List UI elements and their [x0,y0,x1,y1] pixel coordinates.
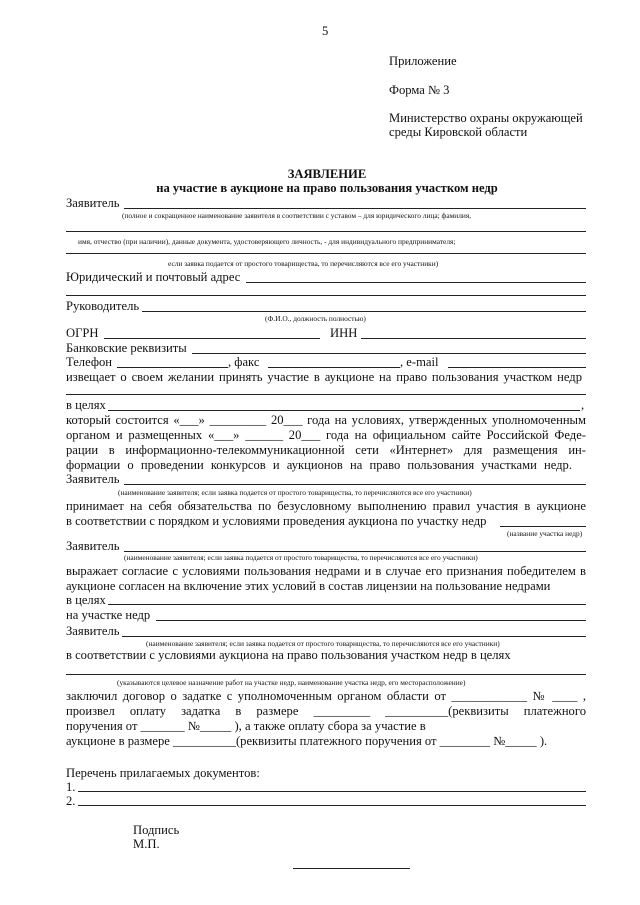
applicant-name-line [124,208,586,209]
notice-paragraph-3: рации в информационно-телекоммуникационной сети «Интернет» для размещения ин- [66,443,586,457]
deposit-applicant-label: Заявитель [66,624,120,638]
deposit-line-3: произвел оплату задатка в размере _________ __________(реквизиты платежного [66,704,586,718]
documents-item-1: 1. [66,780,76,794]
applicant-line-3 [66,253,586,254]
address-line [246,282,586,283]
consent-line-1: выражает согласие с условиями пользования недрами и в случае его признания победителем в [66,564,586,578]
ministry-line-2: среды Кировской области [389,125,528,139]
deposit-line-4: поручения от _______ №_____ ), а также оплату сбора за участие в [66,719,426,733]
deposit-line-1: в соответствии с условиями аукциона на право пользования участком недр в целях [66,648,511,662]
deposit-line-5: аукционе в размере __________(реквизиты платежного поручения от ________ №_____ ). [66,734,548,748]
ministry-line-1: Министерство охраны окружающей [389,111,583,125]
ogrn-line [104,338,320,339]
commitment-applicant-line [124,484,586,485]
notice-paragraph-1: который состоится «___» _________ 20___ года на условиях, утвержденных уполномоченным [66,413,586,427]
deposit-applicant-line [122,636,586,637]
form-number: Форма № 3 [389,83,450,97]
ogrn-label: ОГРН [66,326,99,340]
deposit-hint: (наименование заявителя; если заявка подается от простого товарищества, то перечисляются все его участники) [146,639,500,648]
seal-label: М.П. [133,837,160,851]
deposit-hint-2: (указываются целевое назначение работ на участке недр, наименование участка недр, его месторасположение) [117,678,466,687]
inn-line [361,338,586,339]
head-label: Руководитель [66,299,140,313]
commitment-line-2: в соответствии с порядком и условиями проведения аукциона по участку недр [66,514,487,528]
notice-blank-line [66,394,586,395]
page-number: 5 [322,24,329,38]
notice-paragraph-2: органом и размещенных «___» ______ 20___ года на официальном сайте Российской Феде- [66,428,586,442]
inn-label: ИНН [330,326,358,340]
head-line [142,311,586,312]
purpose-label: в целях [66,398,106,412]
address-label: Юридический и почтовый адрес [66,270,241,284]
consent-hint: (наименование заявителя; если заявка подается от простого товарищества, то перечисляются все его участники) [124,553,478,562]
documents-title: Перечень прилагаемых документов: [66,766,260,780]
documents-item-2-line [78,805,586,806]
plot-name-hint: (название участка недр) [507,529,583,538]
documents-item-1-line [78,791,586,792]
commitment-applicant-label: Заявитель [66,472,120,486]
footer-rule [293,868,410,869]
head-hint: (Ф.И.О., должность полностью) [265,314,366,323]
phone-label: Телефон [66,355,113,369]
signature-label: Подпись [133,823,180,837]
applicant-hint-2: имя, отчество (при наличии), данные документа, удостоверяющего личность, - для индивидуального предпринимателя; [78,237,456,246]
appendix-label: Приложение [389,54,457,68]
commitment-hint: (наименование заявителя; если заявка подается от простого товарищества, то перечисляются все его участники) [118,488,472,497]
email-label: , e-mail [400,355,439,369]
documents-item-2: 2. [66,794,76,808]
plot-name-line [500,526,586,527]
phone-line [117,367,228,368]
consent-plot-label: на участке недр [66,608,151,622]
email-line [448,367,586,368]
purpose-line [108,410,580,411]
applicant-label: Заявитель [66,196,120,210]
deposit-line-2: заключил договор о задатке с уполномоченным органом области от ____________ № ____ , [66,689,586,703]
bank-label: Банковские реквизиты [66,341,187,355]
commitment-line-1: принимает на себя обязательства по безусловному выполнению правил участия в аукционе [66,499,586,513]
consent-purpose-line [108,604,586,605]
consent-purpose-label: в целях [66,593,106,607]
notice-line-1: извещает о своем желании принять участие в аукционе на право пользования участком недр [66,370,582,384]
applicant-hint-3: если заявка подается от простого товарищества, то перечисляются все его участники) [168,259,439,268]
applicant-hint-1: (полное и сокращенное наименование заявителя в соответствии с уставом – для юридического лица; фамилия, [122,211,472,220]
document-title: ЗАЯВЛЕНИЕ [287,167,367,181]
consent-applicant-line [124,551,586,552]
consent-applicant-label: Заявитель [66,539,120,553]
fax-label: , факс [228,355,260,369]
fax-line [268,367,400,368]
document-subtitle: на участие в аукционе на право пользования участком недр [156,181,498,195]
notice-paragraph-4: формации о проведении конкурсов и аукционов на право пользования участками недр. [66,458,572,472]
applicant-line-2 [66,231,586,232]
address-line-2 [66,295,586,296]
purpose-comma: , [581,398,585,412]
consent-plot-line [156,620,586,621]
bank-line [192,353,586,354]
consent-line-2: аукционе согласен на включение этих условий в состав лицензии на пользование недрами [66,579,551,593]
deposit-purpose-line [66,674,586,675]
